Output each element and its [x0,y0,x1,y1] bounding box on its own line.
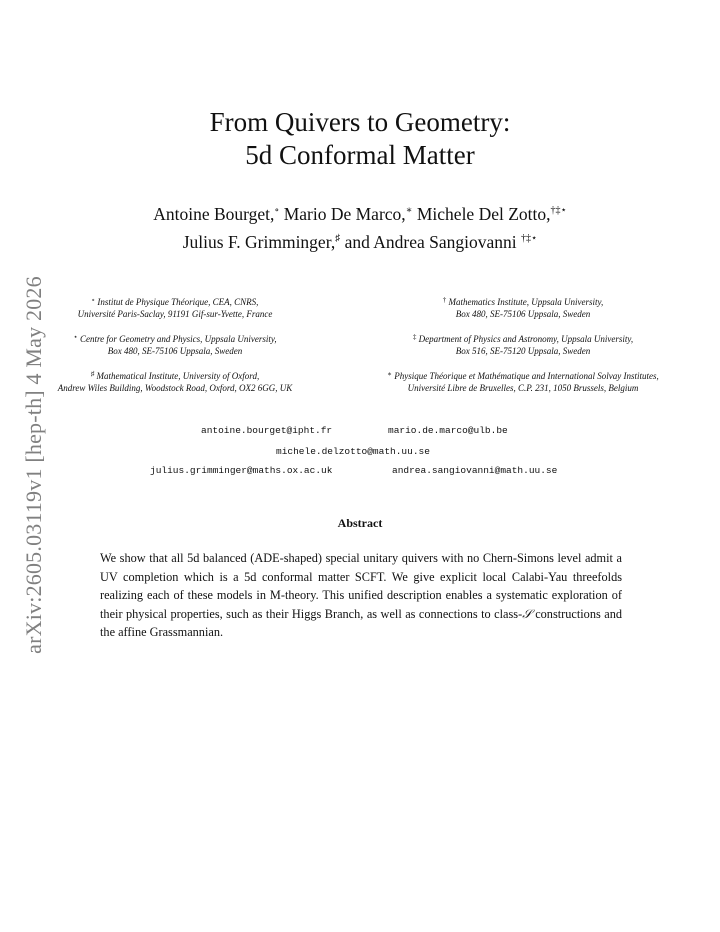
affiliation-mark: ♯ [90,370,95,378]
email-demarco[interactable]: mario.de.marco@ulb.be [388,425,508,436]
affiliation-mark: ∗ [387,370,393,378]
email-bourget[interactable]: antoine.bourget@ipht.fr [201,425,333,436]
email-grimminger[interactable]: julius.grimminger@maths.ox.ac.uk [150,465,333,476]
author-line-2 [0,228,720,256]
author-name: Julius F. Grimminger, [182,232,336,252]
author-line-1 [0,200,720,228]
author-mark: ∘ [274,205,280,216]
author-name: Mario De Marco, [279,204,406,224]
title-line-2: 5d Conformal Matter [245,140,475,170]
affiliation-mark: † [442,296,447,304]
author-mark: ♯ [335,233,341,244]
author-mark: ∗ [405,205,413,216]
author-name: and Andrea Sangiovanni [340,232,521,252]
affiliation-mark: ∘ [91,296,96,304]
author-list [0,200,720,256]
author-mark: †‡⋆ [550,205,567,216]
paper-title [0,106,720,172]
author-name: Michele Del Zotto, [412,204,551,224]
abstract-heading: Abstract [337,516,383,530]
title-line-1: From Quivers to Geometry: [209,107,511,137]
arxiv-stamp-text: arXiv:2605.03119v1 [hep-th] 4 May 2026 [21,276,46,654]
abstract-text: We show that all 5d balanced (ADE-shaped) special unitary quivers with no Chern-Simons level admit a UV completion which is a 5d conformal matter SCFT. We give explicit local Calabi-Yau threefolds realizing each of these models in M-theory. This unified description enables a systematic exploration of their physical properties, such as their Higgs Branch, as well as connections to class-𝒮 constructions and the affine Grassmannian. [100,551,622,640]
affiliation-mark: ‡ [412,333,417,341]
affiliation-mark: ⋆ [73,333,78,341]
email-delzotto[interactable]: michele.delzotto@math.uu.se [276,446,430,457]
author-mark: †‡⋆ [521,233,538,244]
author-name: Antoine Bourget, [153,204,275,224]
class-s-symbol: 𝒮 [522,606,532,621]
email-sangiovanni[interactable]: andrea.sangiovanni@math.uu.se [392,465,558,476]
